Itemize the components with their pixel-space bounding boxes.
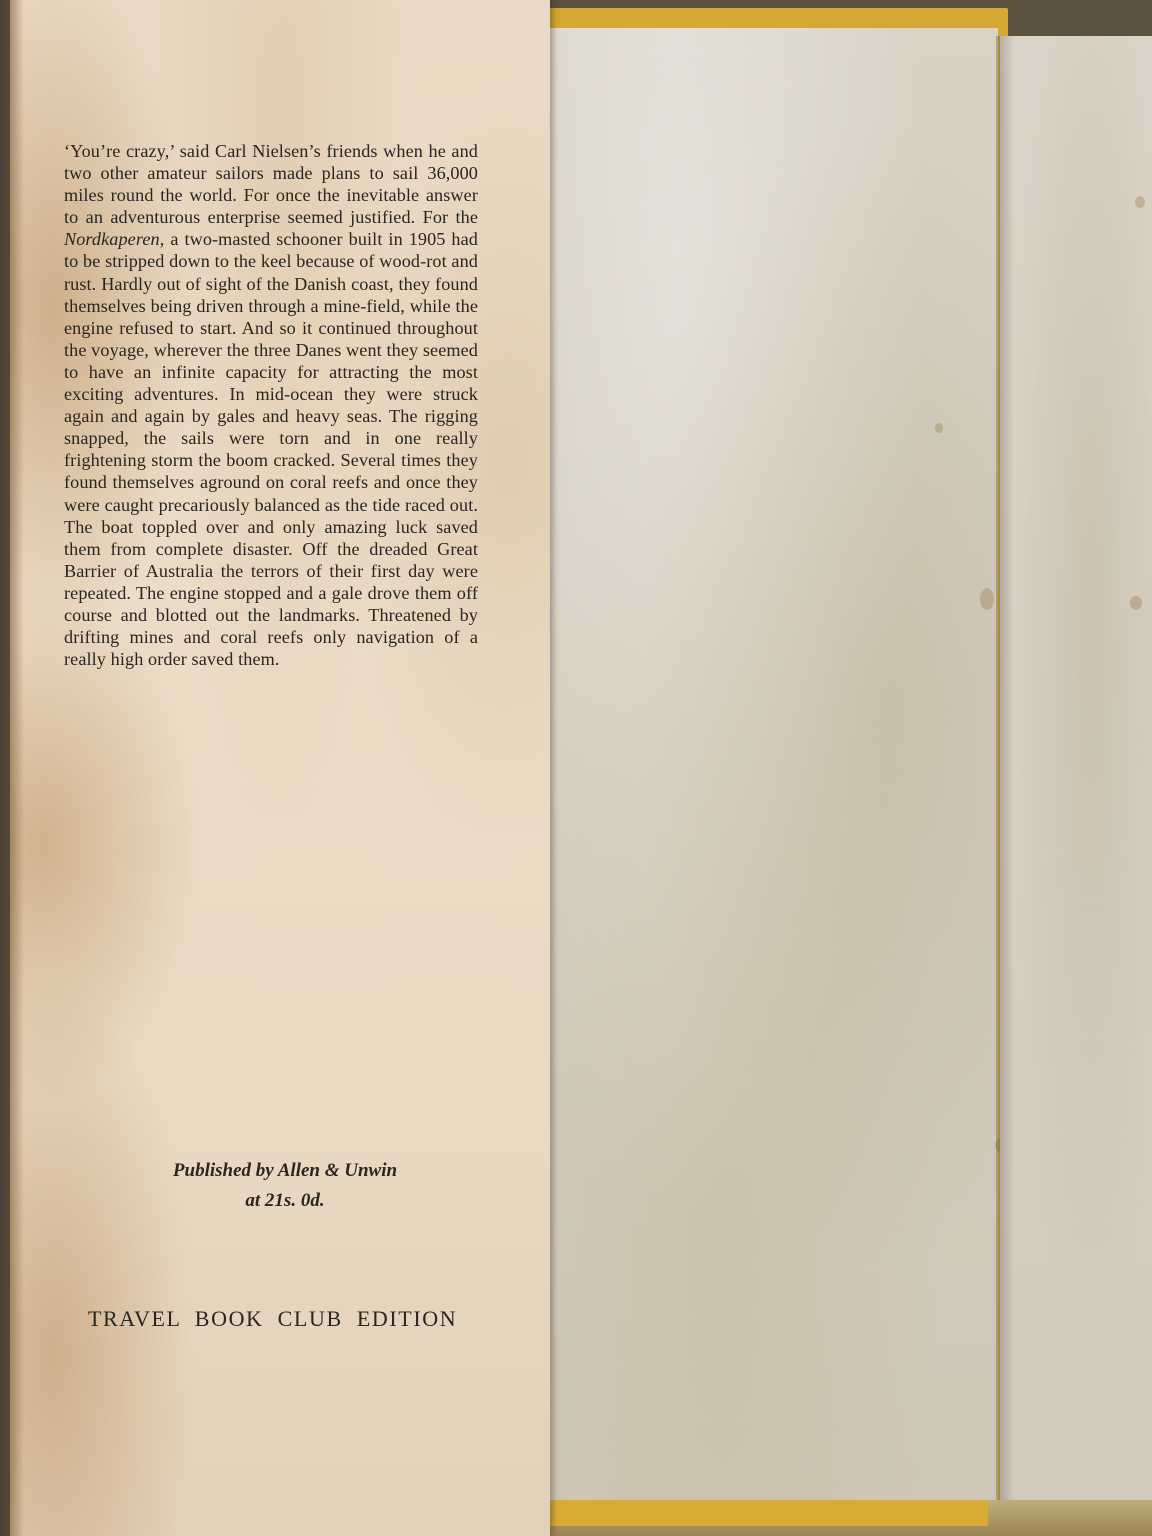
jacket-back-strip: [1000, 36, 1152, 1500]
edition-label: TRAVEL BOOK CLUB EDITION: [88, 1306, 458, 1331]
flap-stained-edge: [10, 0, 24, 1536]
ship-name: Nordkaperen: [64, 229, 160, 250]
jacket-fold-shadow: [996, 36, 1014, 1500]
jacket-inner-panel: [540, 28, 998, 1504]
blurb-text-start: ‘You’re crazy,’ said Carl Nielsen’s friends when he and two other amateur sailors made plans to sail 36,000 miles round the world. For once the inevitable answer to an adventurous enterprise seemed justified. For the: [64, 141, 478, 228]
publisher-note: [120, 1156, 450, 1216]
price-line: at 21s. 0d.: [245, 1190, 325, 1211]
front-flap: [10, 0, 550, 1536]
publisher-line: Published by Allen & Unwin: [172, 1160, 398, 1181]
blurb-text-rest: , a two-masted schooner built in 1905 had to be stripped down to the keel because of wood-rot and rust. Hardly out of sight of the Danish coast, they found themselves being driven through a mine-field, while the engine refused to start. And so it continued throughout the voyage, wherever the three Danes went they seemed to have an infinite capacity for attracting the most exciting adventures. In mid-ocean they were struck again and again by gales and heavy seas. The rigging snapped, the sails were torn and in one really frightening storm the boom cracked. Several times they found themselves aground on coral reefs and once they were caught precariously balanced as the tide raced out. The boat toppled over and only amazing luck saved them from complete disaster. Off the dreaded Great Barrier of Australia the terrors of their first day were repeated. The engine stopped and a gale drove them off course and blotted out the landmarks. Threatened by drifting mines and coral reefs only navigation of a really high order saved them.: [64, 229, 478, 670]
flap-blurb: [64, 140, 478, 670]
jacket-yellow-bottom: [548, 1500, 988, 1526]
